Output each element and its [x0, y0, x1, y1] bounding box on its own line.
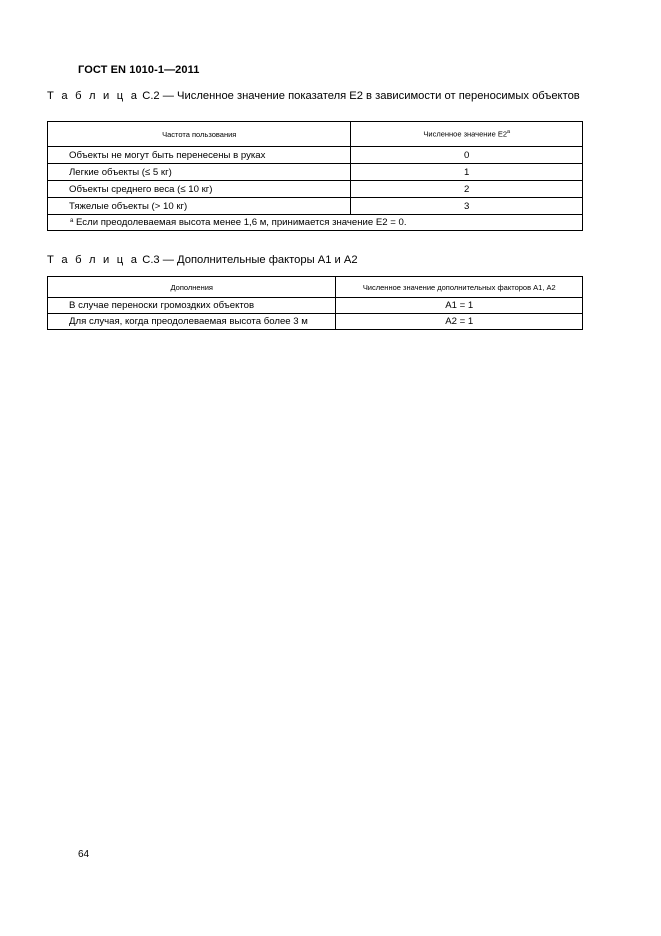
row-value: 0	[351, 147, 583, 164]
row-value: 3	[351, 198, 583, 215]
row-label: Для случая, когда преодолеваемая высота более 3 м	[48, 314, 336, 330]
row-label: В случае переноски громоздких объектов	[48, 298, 336, 314]
table-row	[48, 314, 583, 330]
row-label: Объекты среднего веса (≤ 10 кг)	[48, 181, 351, 198]
table-row	[48, 181, 583, 198]
column-header-text: Численное значение Е2	[423, 129, 507, 139]
table-header-row	[48, 122, 583, 147]
table-c3-caption	[47, 255, 587, 265]
table-row	[48, 147, 583, 164]
table-c3-caption-prefix: Т а б л и ц а	[47, 254, 140, 266]
document-header: ГОСТ EN 1010-1—2011	[78, 64, 200, 76]
row-value: 2	[351, 181, 583, 198]
table-footnote-row	[48, 215, 583, 231]
table-c2-caption-text: С.2 — Численное значение показателя Е2 в зависимости от переносимых объектов	[139, 90, 580, 102]
table-c3-caption-text: С.3 — Дополнительные факторы А1 и А2	[139, 254, 358, 266]
row-value: 1	[351, 164, 583, 181]
row-label: Легкие объекты (≤ 5 кг)	[48, 164, 351, 181]
table-row	[48, 198, 583, 215]
table-c2-caption-prefix: Т а б л и ц а	[47, 90, 140, 102]
footnote-text: Если преодолеваемая высота менее 1,6 м, принимается значение Е2 = 0.	[76, 217, 407, 228]
row-label: Объекты не могут быть перенесены в руках	[48, 147, 351, 164]
table-row	[48, 164, 583, 181]
table-header-row	[48, 277, 583, 298]
table-row	[48, 298, 583, 314]
footnote-marker: a	[507, 129, 511, 136]
column-header: Численное значение дополнительных факторов А1, А2	[336, 277, 583, 298]
row-value: А1 = 1	[336, 298, 583, 314]
row-label: Тяжелые объекты (> 10 кг)	[48, 198, 351, 215]
column-header: Частота пользования	[48, 122, 351, 147]
footnote-marker: a	[70, 218, 74, 224]
column-header: Дополнения	[48, 277, 336, 298]
column-header	[351, 122, 583, 147]
table-c2	[47, 121, 583, 231]
row-value: А2 = 1	[336, 314, 583, 330]
table-c2-caption	[47, 91, 587, 101]
page-number: 64	[78, 849, 90, 860]
table-c3	[47, 276, 583, 330]
table-footnote	[48, 215, 583, 231]
